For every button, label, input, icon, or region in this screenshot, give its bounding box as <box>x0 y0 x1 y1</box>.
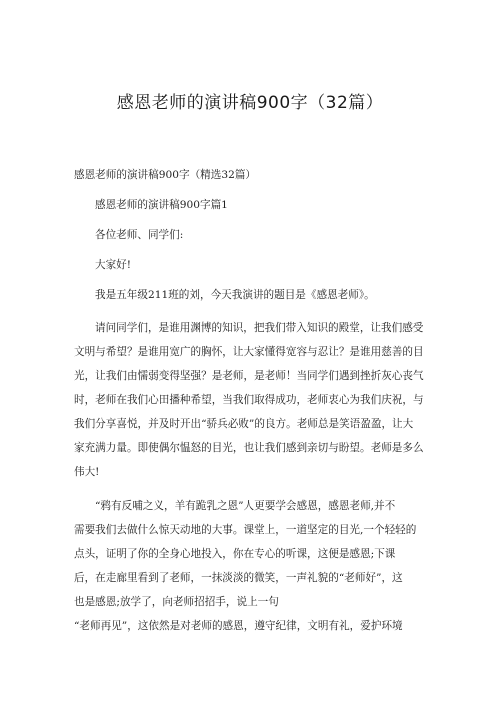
greeting: 大家好! <box>95 259 132 271</box>
intro-line: 我是五年级211班的刘，今天我演讲的题目是《感恩老师》。 <box>95 289 375 301</box>
paragraph-line: 我们分享喜悦，并及时开出“骄兵必败”的良方。老师总是笑语盈盈，让大 <box>74 418 414 430</box>
paragraph-2 <box>74 494 432 638</box>
paragraph-line: 时，老师在我们心田播种希望，当我们取得成功，老师衷心为我们庆祝，与 <box>74 394 424 406</box>
paragraph-line: “老师再见”，这依然是对老师的感恩，遵守纪律，文明有礼，爱护环境 <box>74 620 403 632</box>
paragraph-line: 请问同学们，是谁用渊博的知识，把我们带入知识的殿堂，让我们感受 <box>95 322 424 334</box>
paragraph-line: “鸦有反哺之义，羊有跪乳之恩”人更要学会感恩，感恩老师,并不 <box>95 500 396 512</box>
paragraph-line: 光，让我们由懦弱变得坚强？是老师，是老师！当同学们遇到挫折灰心丧气 <box>74 370 424 382</box>
paragraph-line: 需要我们去做什么惊天动地的大事。课堂上，一道坚定的目光,一个轻轻的 <box>74 524 417 536</box>
salutation: 各位老师、同学们: <box>95 229 184 241</box>
document-title: 感恩老师的演讲稿900字（32篇） <box>116 93 384 113</box>
paragraph-line: 家充满力量。即使偶尔愠怒的目光，也让我们感到亲切与盼望。老师是多么 <box>74 442 424 454</box>
document-body <box>74 166 432 648</box>
paragraph-line: 点头，证明了你的全身心地投入，你在专心的听课，这便是感恩;下课 <box>74 548 396 560</box>
section-heading: 感恩老师的演讲稿900字篇1 <box>95 199 228 211</box>
paragraph-1 <box>74 316 432 484</box>
paragraph-line: 文明与希望？是谁用宽广的胸怀，让大家懂得宽容与忍让？是谁用慈善的目 <box>74 346 424 358</box>
paragraph-line: 伟大! <box>74 466 100 478</box>
paragraph-line: 后，在走廊里看到了老师，一抹淡淡的微笑，一声礼貌的“老师好”，这 <box>74 572 403 584</box>
document-subtitle: 感恩老师的演讲稿900字（精选32篇） <box>74 169 257 181</box>
paragraph-line: 也是感恩;放学了，向老师招招手，说上一句 <box>74 596 279 608</box>
